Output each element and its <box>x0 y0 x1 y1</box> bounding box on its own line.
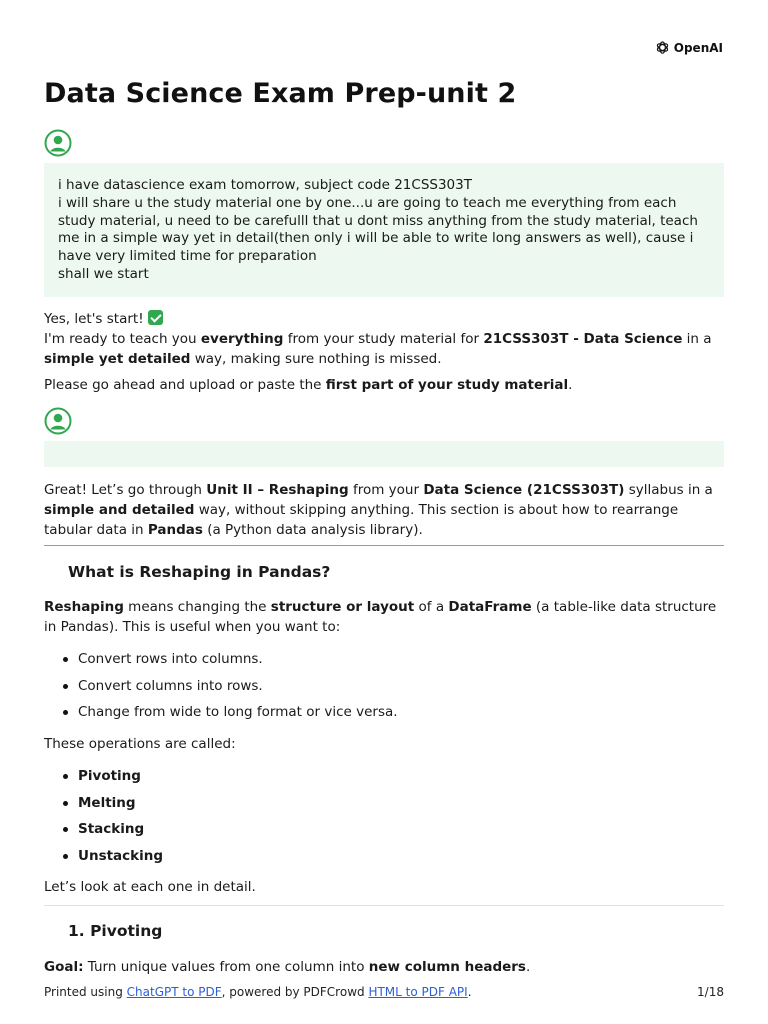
subsection-heading: 1. Pivoting <box>68 922 163 940</box>
user-message-1 <box>44 163 724 297</box>
reply-intro: Great! Let’s go through Unit II – Reshaping from your Data Science (21CSS303T) syllabus in a simple and detailed way, without skipping anything. This section is about how to rearrange tabular data in Pandas (a Python data analysis library). <box>44 482 713 538</box>
reply-paragraph: I'm ready to teach you everything from your study material for 21CSS303T - Data Science in a simple yet detailed way, making sure nothing is missed. <box>44 331 712 367</box>
detail-line: Let’s look at each one in detail. <box>44 879 256 895</box>
reply-paragraph: Please go ahead and upload or paste the first part of your study material. <box>44 377 573 393</box>
openai-logo-icon <box>655 40 670 55</box>
list-item: Convert columns into rows. <box>44 676 724 703</box>
list-item: Melting <box>44 793 724 820</box>
divider <box>44 905 724 906</box>
definition-paragraph: Reshaping means changing the structure or layout of a DataFrame (a table-like data structure in Pandas). This is useful when you want to: <box>44 599 717 635</box>
chatgpt-to-pdf-link[interactable]: ChatGPT to PDF <box>126 985 222 999</box>
list-item: Unstacking <box>44 846 724 873</box>
page-number: 1/18 <box>697 985 724 999</box>
divider <box>44 545 724 546</box>
brand-name: OpenAI <box>673 40 723 55</box>
section-heading: What is Reshaping in Pandas? <box>68 563 331 581</box>
user-message-line: i will share u the study material one by one...u are going to teach me everything from each study material, u need to be carefulll that u dont miss anything from the study material, teach me in a simple way yet in detail(then only i will be able to write long answers as well), cause i have very limited time for preparation <box>58 194 698 265</box>
reply-greeting: Yes, let's start! <box>44 309 724 329</box>
user-avatar-icon <box>44 129 72 157</box>
html-to-pdf-api-link[interactable]: HTML to PDF API <box>368 985 468 999</box>
page-footer: Printed using ChatGPT to PDF, powered by PDFCrowd HTML to PDF API. 1/18 <box>44 985 724 999</box>
operations-list <box>44 766 724 872</box>
openai-brand <box>655 40 723 55</box>
user-message-line: shall we start <box>58 265 149 282</box>
operations-intro: These operations are called: <box>44 736 236 752</box>
list-item: Stacking <box>44 819 724 846</box>
user-message-2 <box>44 441 724 467</box>
goal-line: Goal: Turn unique values from one column into new column headers. <box>44 959 531 975</box>
user-message-line: i have datascience exam tomorrow, subject code 21CSS303T <box>58 177 472 193</box>
list-item: Change from wide to long format or vice versa. <box>44 702 724 729</box>
user-avatar-icon <box>44 407 72 435</box>
list-item: Convert rows into columns. <box>44 649 724 676</box>
page-title: Data Science Exam Prep-unit 2 <box>44 78 517 109</box>
list-item: Pivoting <box>44 766 724 793</box>
uses-list <box>44 649 724 729</box>
check-mark-icon <box>148 310 163 325</box>
